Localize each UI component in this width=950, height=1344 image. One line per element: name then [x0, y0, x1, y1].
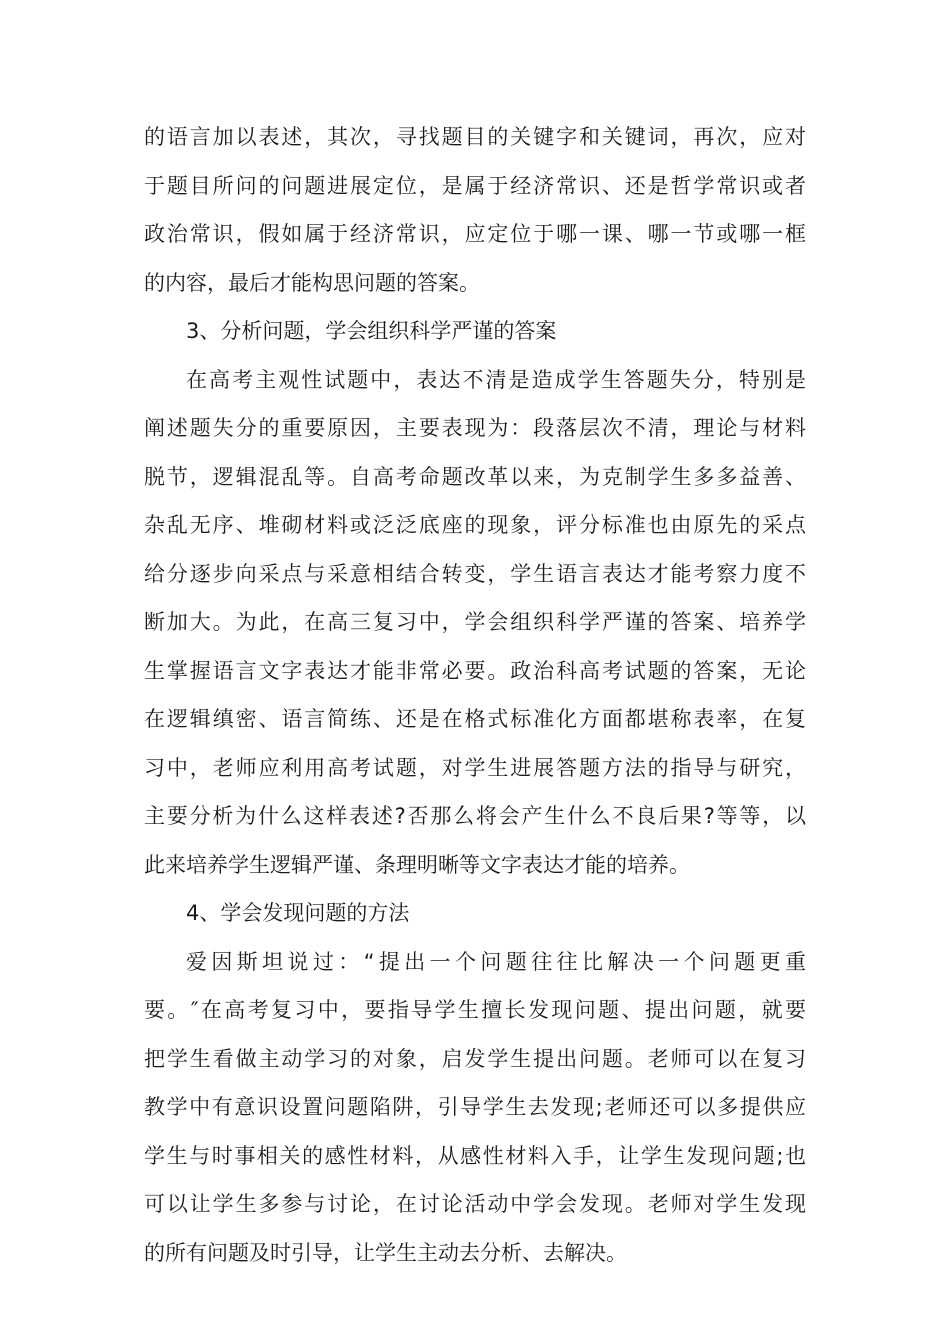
- paragraph-2: [144, 356, 806, 890]
- document-page: [144, 113, 806, 1277]
- paragraph-line: 于题目所问的问题进展定位，是属于经济常识、还是哲学常识或者: [144, 173, 806, 198]
- paragraph-1: [144, 113, 806, 307]
- paragraph-line: 的内容，最后才能构思问题的答案。: [144, 270, 480, 295]
- paragraph-line: 在逻辑缜密、语言简练、还是在格式标准化方面都堪称表率，在复: [144, 707, 806, 731]
- paragraph-line: 把学生看做主动学习的对象，启发学生提出问题。老师可以在复习: [144, 1046, 806, 1071]
- section-heading-4: 4、学会发现问题的方法: [186, 901, 410, 925]
- paragraph-line: 给分逐步向采点与采意相结合转变，学生语言表达才能考察力度不: [144, 561, 806, 586]
- section-heading-3: 3、分析问题，学会组织科学严谨的答案: [186, 319, 557, 343]
- paragraph-line: 爱因斯坦说过：“提出一个问题往往比解决一个问题更重: [186, 949, 806, 974]
- paragraph-line: 的语言加以表述，其次，寻找题目的关键字和关键词，再次，应对: [144, 125, 806, 149]
- paragraph-line: 生掌握语言文字表达才能非常必要。政治科高考试题的答案，无论: [144, 658, 806, 683]
- paragraph-line: 习中，老师应利用高考试题，对学生进展答题方法的指导与研究，: [144, 755, 806, 780]
- paragraph-line: 此来培养学生逻辑严谨、条理明晰等文字表达才能的培养。: [144, 852, 690, 877]
- paragraph-line: 政治常识，假如属于经济常识，应定位于哪一课、哪一节或哪一框: [144, 222, 806, 246]
- paragraph-line: 的所有问题及时引导，让学生主动去分析、去解决。: [144, 1240, 627, 1265]
- paragraph-line: 要。″在高考复习中，要指导学生擅长发现问题、提出问题，就要: [144, 998, 806, 1022]
- paragraph-line: 脱节，逻辑混乱等。自高考命题改革以来，为克制学生多多益善、: [144, 464, 806, 489]
- paragraph-line: 在高考主观性试题中，表达不清是造成学生答题失分，特别是: [186, 367, 806, 392]
- paragraph-line: 可以让学生多参与讨论，在讨论活动中学会发现。老师对学生发现: [144, 1192, 806, 1216]
- paragraph-line: 阐述题失分的重要原因，主要表现为：段落层次不清，理论与材料: [144, 416, 806, 440]
- paragraph-line: 断加大。为此，在高三复习中，学会组织科学严谨的答案、培养学: [144, 610, 806, 634]
- paragraph-line: 教学中有意识设置问题陷阱，引导学生去发现;老师还可以多提供应: [144, 1095, 806, 1119]
- paragraph-line: 杂乱无序、堆砌材料或泛泛底座的现象，评分标准也由原先的采点: [144, 513, 806, 537]
- paragraph-3: [144, 938, 806, 1278]
- paragraph-line: 学生与时事相关的感性材料，从感性材料入手，让学生发现问题;也: [144, 1143, 806, 1168]
- paragraph-line: 主要分析为什么这样表述?否那么将会产生什么不良后果?等等，以: [144, 804, 806, 828]
